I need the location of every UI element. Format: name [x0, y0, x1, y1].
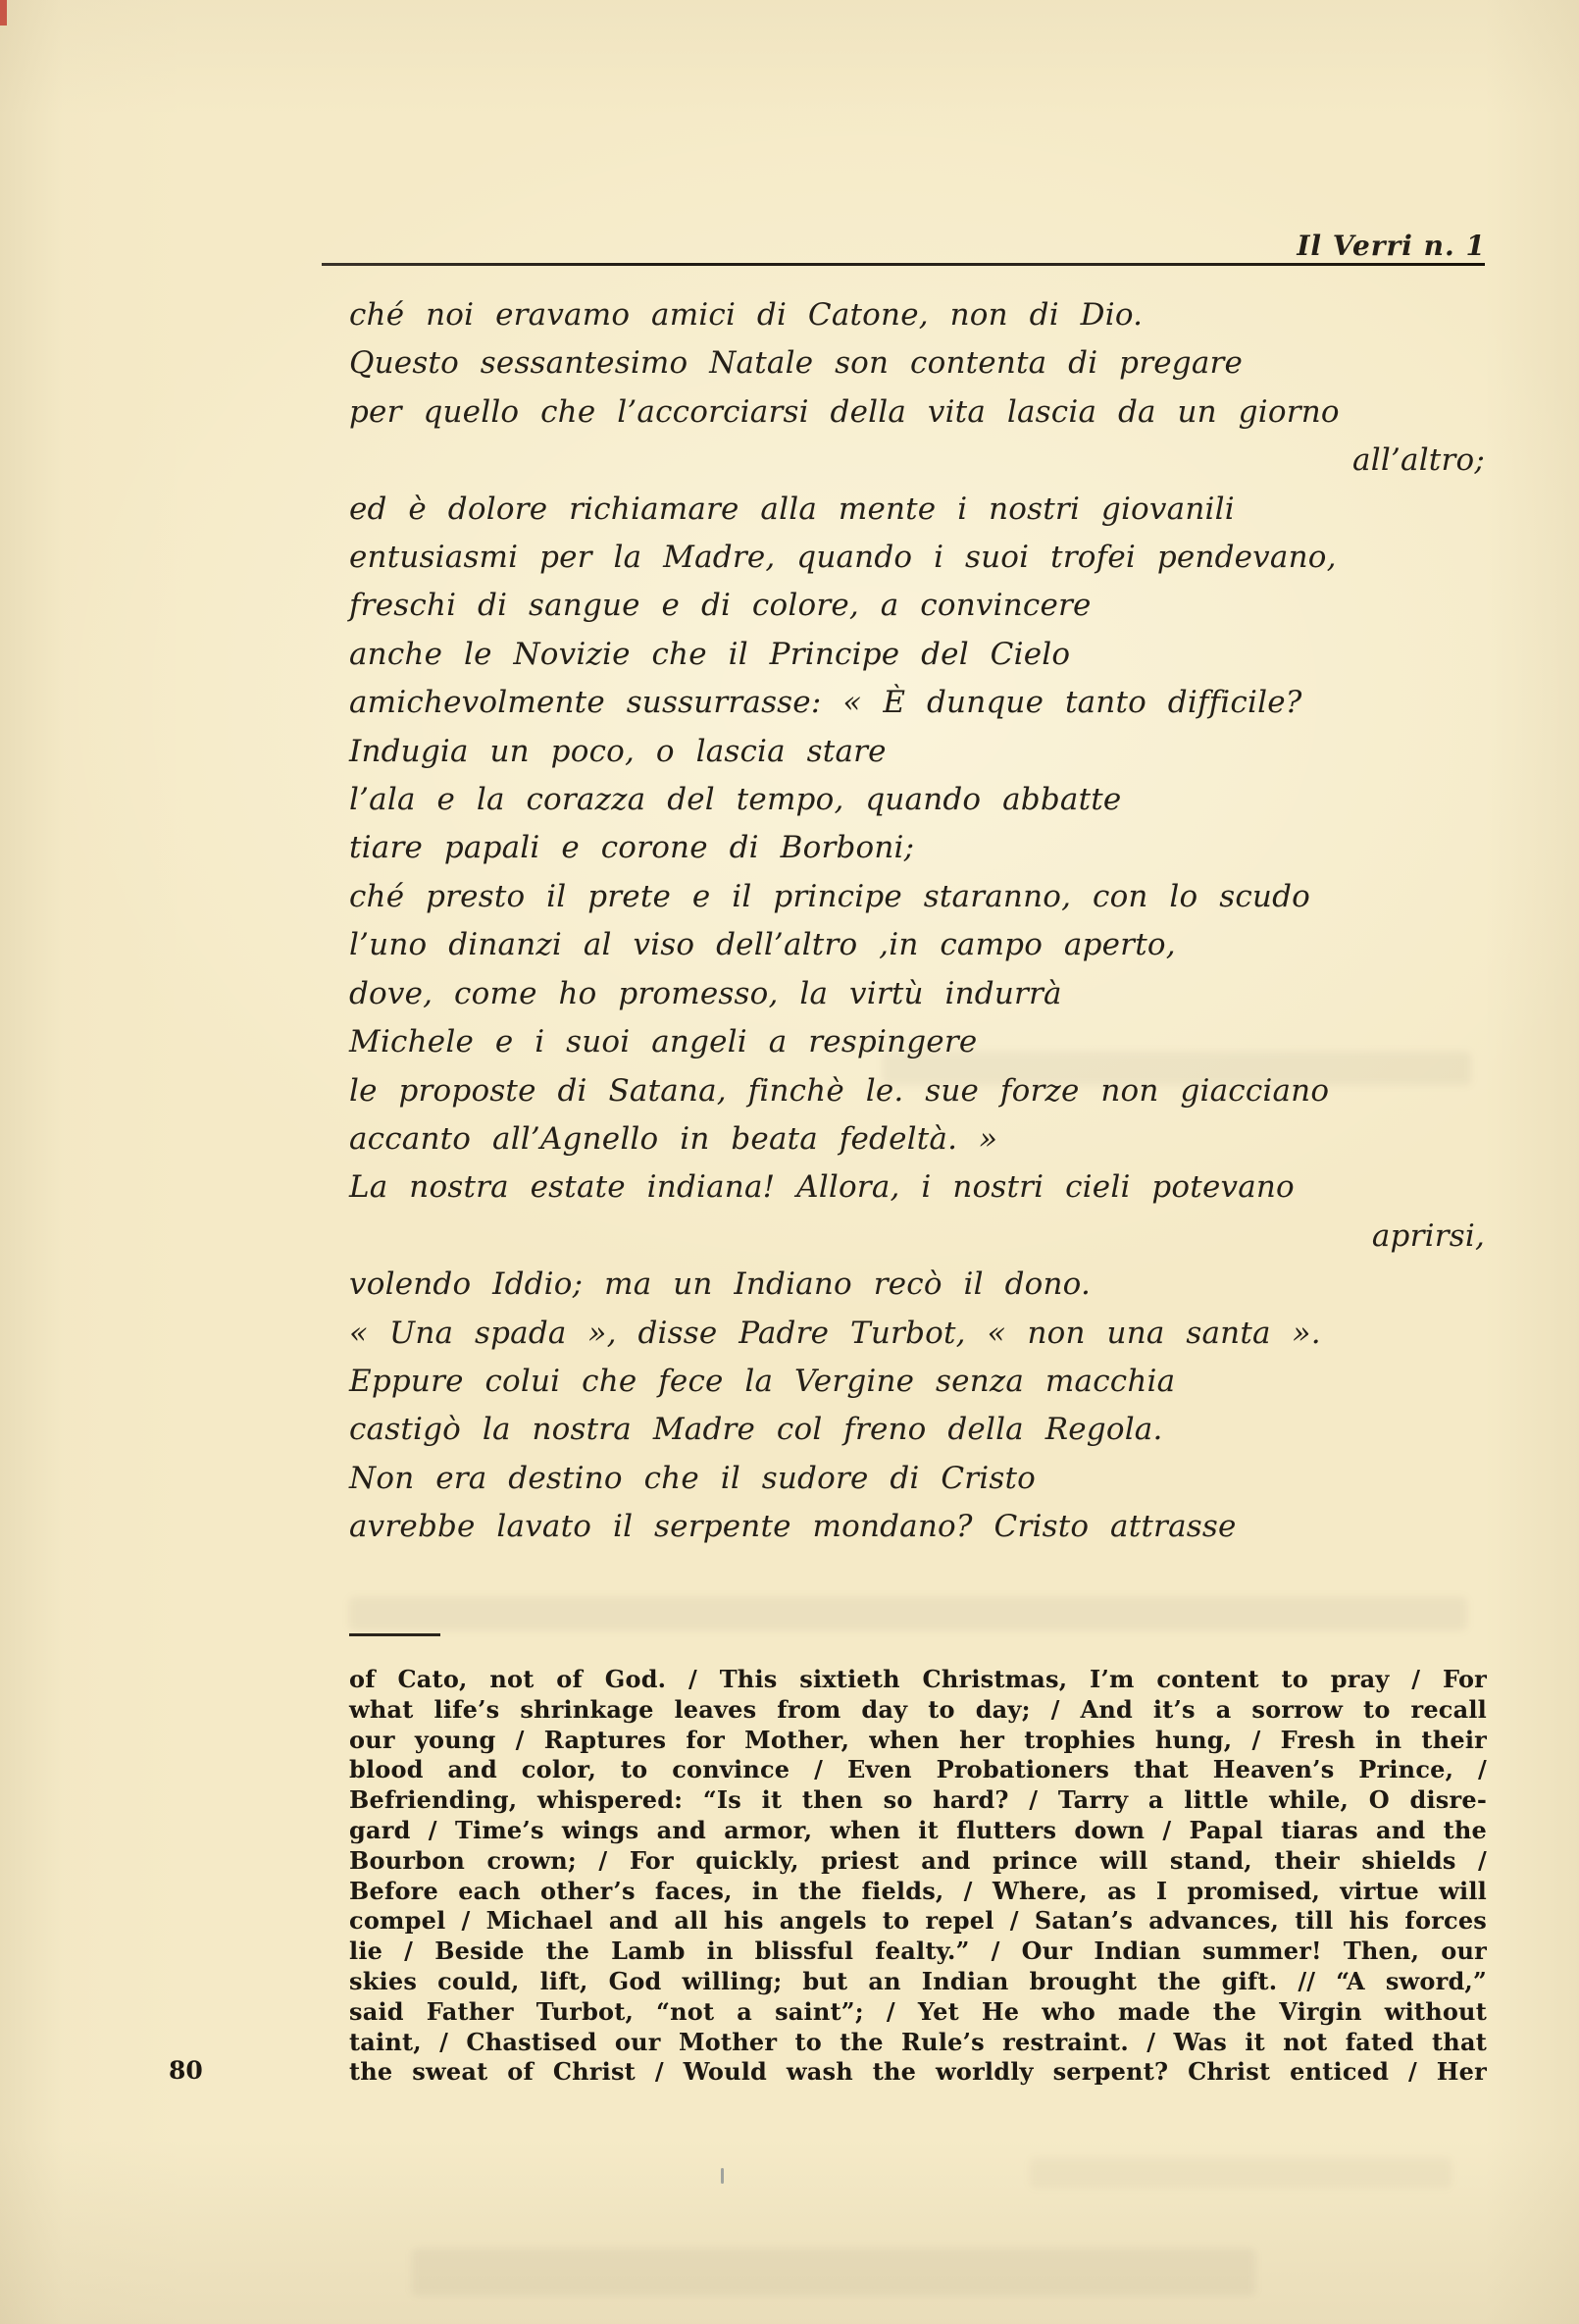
- poem-line: per quello che l’accorciarsi della vita lascia da un giorno: [349, 393, 1340, 430]
- running-head-journal-title: Il Verri n. 1: [1297, 230, 1486, 262]
- footnote-line: our young / Raptures for Mother, when her trophies hung, / Fresh in their: [349, 1725, 1487, 1754]
- footnote-translation-block: [349, 1665, 1487, 2088]
- poem-line: Indugia un poco, o lascia stare: [349, 733, 887, 769]
- footnote-line: Before each other’s faces, in the fields, / Where, as I promised, virtue will: [349, 1876, 1487, 1905]
- page-showthrough: [1030, 2158, 1452, 2188]
- footnote-line: gard / Time’s wings and armor, when it flutters down / Papal tiaras and the: [349, 1815, 1487, 1844]
- footnote-line: the sweat of Christ / Would wash the worldly serpent? Christ enticed / Her: [349, 2057, 1487, 2087]
- poem-line: aprirsi,: [1371, 1217, 1485, 1254]
- footnote-line: Befriending, whispered: “Is it then so hard? / Tarry a little while, O disre-: [349, 1785, 1487, 1815]
- poem-line: amichevolmente sussurrasse: « È dunque tanto difficile?: [349, 685, 1302, 721]
- page-showthrough: [349, 1597, 1467, 1630]
- poem-line: ché presto il prete e il principe staranno, con lo scudo: [349, 878, 1310, 914]
- poem-line: accanto all’Agnello in beata fedeltà. »: [349, 1120, 998, 1157]
- scan-artifact: [721, 2168, 724, 2184]
- footnote-line: lie / Beside the Lamb in blissful fealty.” / Our Indian summer! Then, our: [349, 1937, 1487, 1966]
- poem-line: freschi di sangue e di colore, a convincere: [349, 588, 1092, 624]
- footnote-line: Bourbon crown; / For quickly, priest and prince will stand, their shields /: [349, 1845, 1487, 1875]
- poem-line: dove, come ho promesso, la virtù indurrà: [349, 975, 1062, 1011]
- poem-line: anche le Novizie che il Principe del Cielo: [349, 636, 1071, 672]
- footnote-line: blood and color, to convince / Even Probationers that Heaven’s Prince, /: [349, 1755, 1487, 1784]
- poem-line: La nostra estate indiana! Allora, i nostri cieli potevano: [349, 1169, 1295, 1206]
- poem-line: Non era destino che il sudore di Cristo: [349, 1460, 1037, 1496]
- poem-line: ed è dolore richiamare alla mente i nostri giovanili: [349, 491, 1235, 527]
- poem-line: entusiasmi per la Madre, quando i suoi trofei pendevano,: [349, 540, 1337, 576]
- poem-line: l’uno dinanzi al viso dell’altro ,in campo aperto,: [349, 927, 1176, 963]
- footnote-separator-rule: [349, 1633, 440, 1636]
- poem-line: Eppure colui che fece la Vergine senza macchia: [349, 1363, 1176, 1399]
- scan-artifact: [0, 0, 7, 26]
- footnote-line: of Cato, not of God. / This sixtieth Christmas, I’m content to pray / For: [349, 1665, 1487, 1693]
- footnote-line: compel / Michael and all his angels to repel / Satan’s advances, till his forces: [349, 1906, 1487, 1936]
- poem-line: volendo Iddio; ma un Indiano recò il dono.: [349, 1266, 1092, 1303]
- poem-line: tiare papali e corone di Borboni;: [349, 830, 915, 866]
- poem-line: le proposte di Satana, finchè le. sue forze non giacciano: [349, 1072, 1330, 1109]
- footnote-line: what life’s shrinkage leaves from day to day; / And it’s a sorrow to recall: [349, 1694, 1487, 1724]
- footnote-line: skies could, lift, God willing; but an Indian brought the gift. // “A sword,”: [349, 1966, 1487, 1995]
- footnote-line: said Father Turbot, “not a saint”; / Yet He who made the Virgin without: [349, 1996, 1487, 2026]
- poem-line: castigò la nostra Madre col freno della Regola.: [349, 1412, 1163, 1448]
- page-showthrough: [412, 2248, 1255, 2296]
- poem-line: ché noi eravamo amici di Catone, non di Dio.: [349, 297, 1144, 333]
- poem-line: « Una spada », disse Padre Turbot, « non una santa ».: [349, 1315, 1321, 1351]
- footnote-line: taint, / Chastised our Mother to the Rule’s restraint. / Was it not fated that: [349, 2027, 1487, 2056]
- poem-line: avrebbe lavato il serpente mondano? Cristo attrasse: [349, 1509, 1237, 1545]
- poem-block: [349, 291, 1485, 1552]
- poem-line: Questo sessantesimo Natale son contenta di pregare: [349, 345, 1244, 382]
- poem-line: Michele e i suoi angeli a respingere: [349, 1024, 978, 1060]
- page-number: 80: [169, 2056, 203, 2085]
- header-rule: [322, 263, 1485, 266]
- poem-line: l’ala e la corazza del tempo, quando abbatte: [349, 782, 1122, 818]
- poem-line: all’altro;: [1352, 442, 1485, 479]
